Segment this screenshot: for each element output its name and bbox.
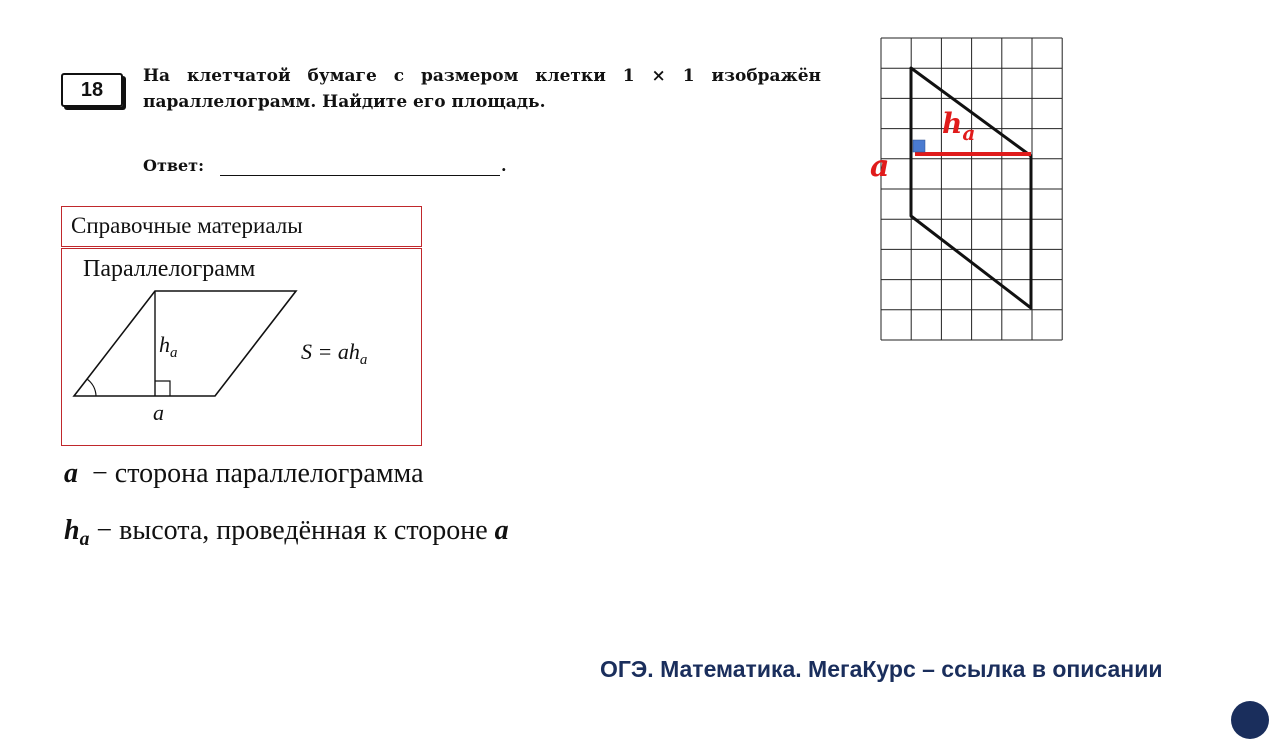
legend-h-symbol: h <box>64 515 80 546</box>
legend-h-text: − высота, проведённая к стороне <box>96 515 488 546</box>
grid-figure <box>860 30 1070 350</box>
angle-arc <box>87 379 96 396</box>
footer-course-link: ОГЭ. Математика. МегаКурс – ссылка в описании <box>600 656 1163 682</box>
right-angle-mark <box>155 381 170 396</box>
legend-side-a <box>64 458 424 490</box>
legend-a-text: − сторона параллелограмма <box>92 458 424 489</box>
legend-a-symbol: a <box>64 458 78 489</box>
answer-dot: . <box>501 156 507 175</box>
menu-dots-icon[interactable] <box>1231 701 1269 739</box>
task-number-box: 18 <box>61 73 123 107</box>
reference-parallelogram-diagram <box>61 248 422 446</box>
right-angle-marker <box>913 140 925 152</box>
legend-h-sub: a <box>79 528 90 550</box>
answer-line <box>220 175 500 176</box>
reference-base-label: a <box>153 400 164 425</box>
reference-height-label: $h_a$ <box>159 332 178 361</box>
answer-label: Ответ: <box>143 156 204 175</box>
grid-height-label: $h_a$ <box>942 107 976 145</box>
reference-title: Справочные материалы <box>61 206 422 247</box>
grid-parallelogram <box>911 68 1031 308</box>
reference-subtitle: Параллелограмм <box>83 256 256 282</box>
task-text: На клетчатой бумаге с размером клетки 1 × 1 изображён параллелограмм. Найдите его площадь. <box>143 66 821 112</box>
grid-side-label: a <box>870 149 890 184</box>
grid-lines <box>881 38 1062 340</box>
reference-formula: $S = ah_a$ <box>301 339 368 368</box>
legend-height <box>64 515 509 551</box>
legend-h-tail: a <box>494 515 509 546</box>
reference-parallelogram-shape <box>74 291 296 396</box>
